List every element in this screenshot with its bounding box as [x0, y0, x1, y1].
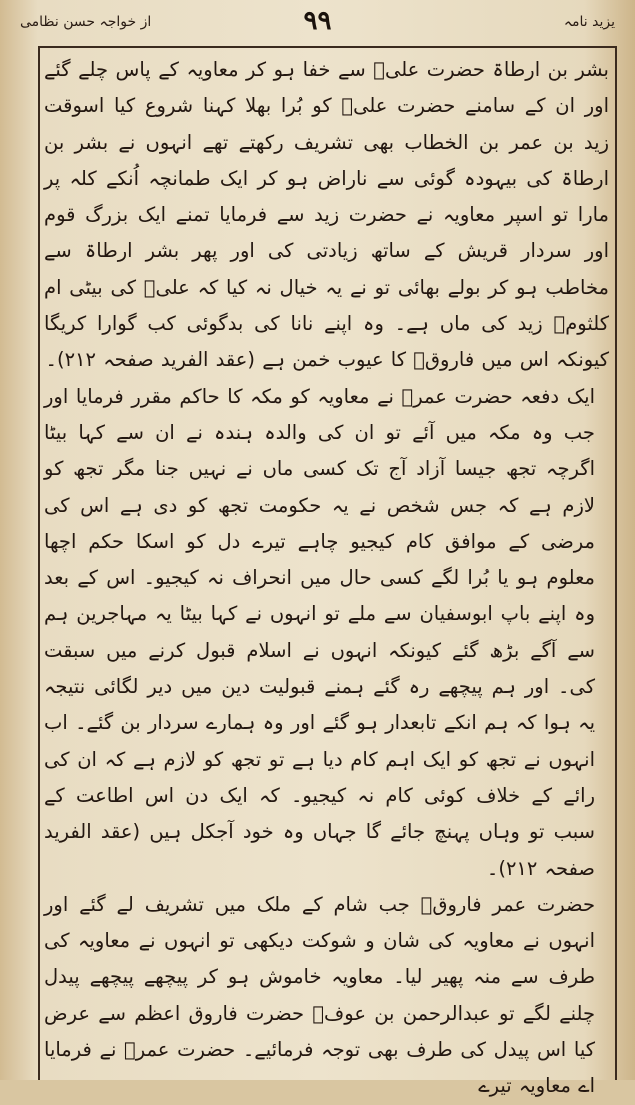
page-header — [20, 6, 615, 42]
author-name: از خواجہ حسن نظامی — [20, 14, 152, 30]
paragraph-1: بشر بن ارطاۃ حضرت علیؓ سے خفا ہو کر معاویہ کے پاس چلے گئے اور ان کے سامنے حضرت علیؓ کو بُرا بھلا کہنا شروع کیا اسوقت زید بن عمر بن الخطاب بھی تشریف رکھتے تھے انہوں نے بشر بن ارطاۃ کی بیہودہ گوئی سے ناراض ہو کر ایک طمانچہ اُنکے کلہ پر مارا تو اسپر معاویہ نے حضرت زید سے فرمایا تمنے ایک بزرگ قوم اور سردار قریش کے ساتھ زیادتی کی اور پھر بشر ارطاۃ سے مخاطب ہو کر بولے بھائی تو نے یہ خیال نہ کیا کہ علیؓ کی بیٹی ام کلثومؓ زید کی ماں ہے۔ وہ اپنے نانا کی بدگوئی کب گوارا کریگا کیونکہ اس میں فاروقؓ کا عیوب خمن ہے (عقد الفرید صفحہ ۲۱۲)۔ — [44, 58, 609, 372]
book-title: یزید نامہ — [563, 14, 615, 30]
paragraph-2: ایک دفعہ حضرت عمرؓ نے معاویہ کو مکہ کا حاکم مقرر فرمایا اور جب وہ مکہ میں آئے تو ان کی والدہ ہندہ نے ان سے کہا بیٹا اگرچہ تجھ جیسا آزاد آج تک کسی ماں نے نہیں جنا مگر تجھ کو لازم ہے کہ جس شخص نے یہ حکومت تجھ کو دی ہے اس کی مرضی کے موافق کام کیجیو چاہے تیرے دل کو اسکا حکم اچھا معلوم ہو یا بُرا لگے کسی حال میں انحراف نہ کیجیو۔ اس کے بعد وہ اپنے باپ ابوسفیان سے ملے تو انہوں نے کہا بیٹا یہ مہاجرین ہم سے آگے بڑھ گئے کیونکہ انہوں نے اسلام قبول کرنے میں سبقت کی۔ اور ہم پیچھے رہ گئے ہمنے قبولیت دین میں دیر لگائی نتیجہ یہ ہوا کہ ہم انکے تابعدار ہو گئے اور وہ ہمارے سردار بن گئے۔ اب انہوں نے تجھ کو ایک اہم کام دیا ہے تو تجھ کو لازم ہے کہ ان کی رائے کے خلاف کوئی کام نہ کیجیو۔ کہ ایک دن اس اطاعت کے سبب تو وہاں پہنچ جائے گا جہاں وہ خود آجکل ہیں (عقد الفرید صفحہ ۲۱۲)۔ — [44, 384, 595, 880]
page-body — [44, 52, 609, 1105]
paragraph-3: حضرت عمر فاروقؓ جب شام کے ملک میں تشریف لے گئے اور انہوں نے معاویہ کی شان و شوکت دیکھی تو انہوں نے معاویہ کی طرف سے منہ پھیر لیا۔ معاویہ خاموش ہو کر پیچھے پیچھے پیدل چلنے لگے تو عبدالرحمن بن عوفؓ حضرت فاروق اعظم سے عرض کیا اس پیدل کی طرف بھی توجہ فرمائیے۔ حضرت عمرؓ نے فرمایا اے معاویہ تیرے — [44, 892, 595, 1098]
page-number: ۹۹ — [303, 6, 332, 36]
